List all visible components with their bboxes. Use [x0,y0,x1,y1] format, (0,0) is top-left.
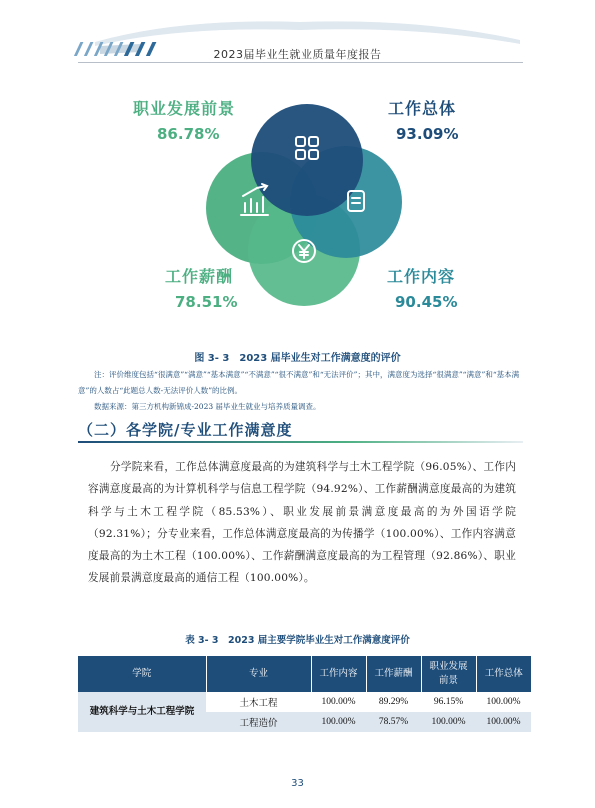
metric-label: 职业发展前景 [133,99,236,118]
body-paragraph: 分学院来看，工作总体满意度最高的为建筑科学与土木工程学院（96.05%）、工作内容满意度最高的为计算机科学与信息工程学院（94.92%）、工作薪酬满意度最高的为建筑科学与土木工程学院（85.53%）、职业发展前景满意度最高的为外国语学院（92.31%）；分专业来看，工作总体满意度最高的为传播学（100.00%）、工作内容满意度最高的为土木工程（100.00%）、工作薪酬满意度最高的为工程管理（92.86%）、职业发展前景满意度最高的通信工程（100.00%）。 [88,461,516,585]
data-source-note: 数据来源：第三方机构新锦成-2023 届毕业生就业与培养质量调查。 [94,402,321,411]
col-header-work-content: 工作内容 [311,656,366,692]
section-heading [78,419,523,443]
metric-career-prospects [133,96,235,143]
table-cell: 土木工程 [206,692,311,712]
col-header-salary: 工作薪酬 [366,656,421,692]
college-cell: 建筑科学与土木工程学院 [78,692,206,732]
table-cell: 100.00% [476,712,531,732]
satisfaction-venn-figure [0,80,595,340]
section-heading-text: （二）各学院/专业工作满意度 [78,421,293,439]
satisfaction-table [78,656,531,732]
table-cell: 100.00% [421,712,476,732]
col-header-major: 专业 [206,656,311,692]
table-cell: 78.57% [366,712,421,732]
metric-value: 78.51% [175,293,238,311]
table-cell: 100.00% [476,692,531,712]
table-cell: 96.15% [421,692,476,712]
col-header-career-prospects: 职业发展前景 [421,656,476,692]
table-row [78,692,531,712]
table-cell: 工程造价 [206,712,311,732]
metric-salary [165,264,237,311]
metric-label: 工作薪酬 [165,267,234,286]
table-cell: 100.00% [311,712,366,732]
section-heading-underline [78,441,523,443]
header-rule [78,62,523,63]
figure-note: 注：评价维度包括“很满意”“满意”“基本满意”“不满意”“很不满意”和“无法评价”；其中，满意度为选择“很满意”“满意”和“基本满意”的人数占“此题总人数-无法评价人数”的比例。 [78,370,520,395]
table-cell: 89.29% [366,692,421,712]
metric-value: 93.09% [396,125,459,143]
metric-label: 工作总体 [388,99,457,118]
metric-value: 86.78% [157,125,220,143]
circle-overall [251,104,363,216]
metric-value: 90.45% [395,293,458,311]
metric-label: 工作内容 [387,267,456,286]
metric-overall [383,96,458,143]
page-number: 33 [291,778,304,789]
table-cell: 100.00% [311,692,366,712]
col-header-overall: 工作总体 [476,656,531,692]
metric-work-content [387,264,457,311]
figure-caption: 图 3- 3 2023 届毕业生对工作满意度的评价 [194,353,401,364]
header-title: 2023届毕业生就业质量年度报告 [213,48,382,61]
col-header-college: 学院 [78,656,206,692]
table-caption: 表 3- 3 2023 届主要学院毕业生对工作满意度评价 [185,635,410,646]
table-header-row [78,656,531,692]
